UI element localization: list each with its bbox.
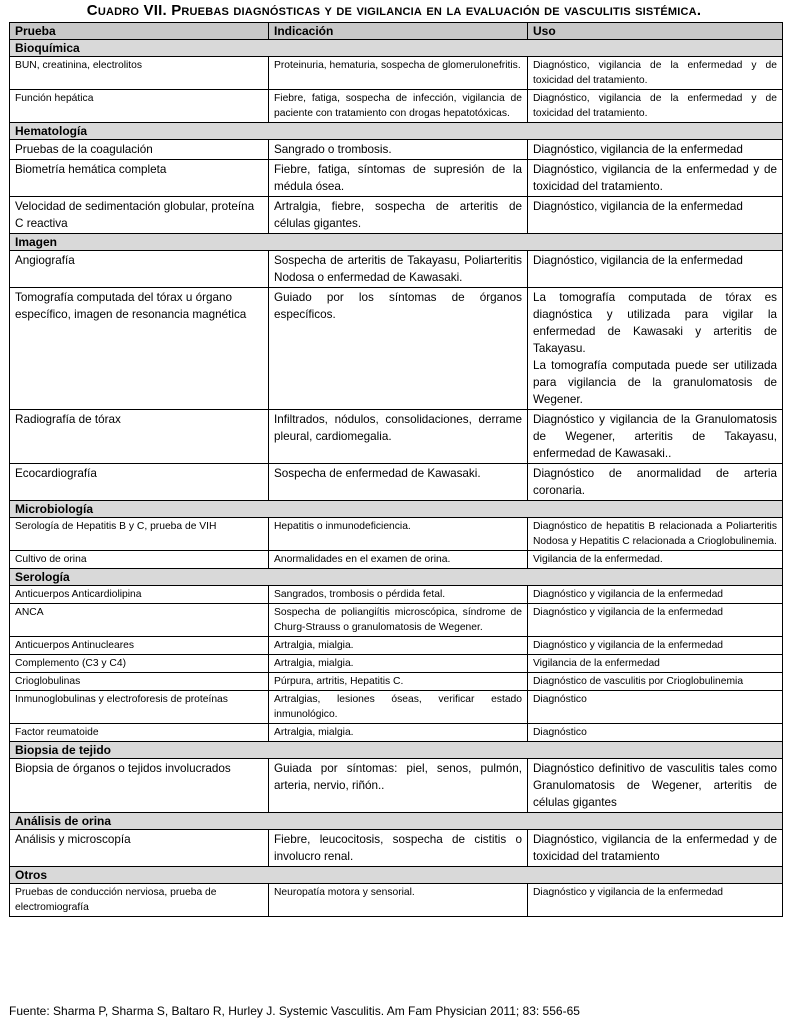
use-cell: Diagnóstico y vigilancia de la enfermedad <box>528 884 783 917</box>
diagnostic-tests-table <box>9 22 783 917</box>
section-row <box>10 234 783 251</box>
section-row <box>10 40 783 57</box>
table-row <box>10 604 783 637</box>
table-row <box>10 691 783 724</box>
indication-cell: Anormalidades en el examen de orina. <box>269 551 528 569</box>
test-cell: Pruebas de la coagulación <box>10 140 269 160</box>
section-heading: Microbiología <box>10 501 783 518</box>
use-cell: La tomografía computada de tórax es diagnóstica y utilizada para vigilar la enfermedad de Kawasaki y arteritis de Takayasu. La tomografía computada puede ser utilizada para vigilancia de la granulomatosis de Wegener. <box>528 288 783 410</box>
indication-cell: Fiebre, fatiga, sospecha de infección, vigilancia de paciente con tratamiento con drogas hepatotóxicas. <box>269 90 528 123</box>
table-row <box>10 57 783 90</box>
section-heading: Hematología <box>10 123 783 140</box>
test-cell: Anticuerpos Anticardiolipina <box>10 586 269 604</box>
use-cell: Diagnóstico y vigilancia de la Granulomatosis de Wegener, arteritis de Takayasu, enfermedad de Kawasaki.. <box>528 410 783 464</box>
table-row <box>10 673 783 691</box>
use-cell: Diagnóstico <box>528 724 783 742</box>
indication-cell: Sospecha de poliangiítis microscópica, síndrome de Churg-Strauss o granulomatosis de Wegener. <box>269 604 528 637</box>
table-row <box>10 140 783 160</box>
test-cell: Inmunoglobulinas y electroforesis de proteínas <box>10 691 269 724</box>
test-cell: Complemento (C3 y C4) <box>10 655 269 673</box>
table-row <box>10 884 783 917</box>
use-cell: Diagnóstico y vigilancia de la enfermedad <box>528 586 783 604</box>
table-row <box>10 90 783 123</box>
use-cell: Vigilancia de la enfermedad <box>528 655 783 673</box>
table-row <box>10 251 783 288</box>
section-heading: Bioquímica <box>10 40 783 57</box>
test-cell: Función hepática <box>10 90 269 123</box>
table-row <box>10 724 783 742</box>
test-cell: Serología de Hepatitis B y C, prueba de VIH <box>10 518 269 551</box>
indication-cell: Artralgia, fiebre, sospecha de arteritis de células gigantes. <box>269 197 528 234</box>
use-cell: Diagnóstico, vigilancia de la enfermedad <box>528 197 783 234</box>
test-cell: Velocidad de sedimentación globular, proteína C reactiva <box>10 197 269 234</box>
use-cell: Vigilancia de la enfermedad. <box>528 551 783 569</box>
use-cell: Diagnóstico, vigilancia de la enfermedad <box>528 251 783 288</box>
table-row <box>10 759 783 813</box>
use-cell: Diagnóstico definitivo de vasculitis tales como Granulomatosis de Wegener, arteritis de células gigantes <box>528 759 783 813</box>
table-row <box>10 410 783 464</box>
table-row <box>10 288 783 410</box>
indication-cell: Sospecha de enfermedad de Kawasaki. <box>269 464 528 501</box>
indication-cell: Hepatitis o inmunodeficiencia. <box>269 518 528 551</box>
test-cell: Factor reumatoide <box>10 724 269 742</box>
test-cell: Tomografía computada del tórax u órgano específico, imagen de resonancia magnética <box>10 288 269 410</box>
test-cell: Biometría hemática completa <box>10 160 269 197</box>
indication-cell: Guiada por síntomas: piel, senos, pulmón, arteria, nervio, riñón.. <box>269 759 528 813</box>
section-row <box>10 742 783 759</box>
test-cell: ANCA <box>10 604 269 637</box>
table-row <box>10 830 783 867</box>
section-heading: Análisis de orina <box>10 813 783 830</box>
column-header-test: Prueba <box>10 23 269 40</box>
test-cell: Biopsia de órganos o tejidos involucrados <box>10 759 269 813</box>
indication-cell: Infiltrados, nódulos, consolidaciones, derrame pleural, cardiomegalia. <box>269 410 528 464</box>
indication-cell: Sospecha de arteritis de Takayasu, Poliarteritis Nodosa o enfermedad de Kawasaki. <box>269 251 528 288</box>
indication-cell: Proteinuria, hematuria, sospecha de glomerulonefritis. <box>269 57 528 90</box>
column-header-use: Uso <box>528 23 783 40</box>
indication-cell: Neuropatía motora y sensorial. <box>269 884 528 917</box>
test-cell: Pruebas de conducción nerviosa, prueba de electromiografía <box>10 884 269 917</box>
test-cell: BUN, creatinina, electrolitos <box>10 57 269 90</box>
source-citation: Fuente: Sharma P, Sharma S, Baltaro R, Hurley J. Systemic Vasculitis. Am Fam Physician 2011; 83: 556-65 <box>9 1004 580 1018</box>
section-row <box>10 501 783 518</box>
table-row <box>10 518 783 551</box>
table-row <box>10 551 783 569</box>
section-row <box>10 569 783 586</box>
table-row <box>10 655 783 673</box>
use-cell: Diagnóstico y vigilancia de la enfermedad <box>528 604 783 637</box>
indication-cell: Sangrado o trombosis. <box>269 140 528 160</box>
indication-cell: Púrpura, artritis, Hepatitis C. <box>269 673 528 691</box>
table-row <box>10 464 783 501</box>
indication-cell: Fiebre, fatiga, síntomas de supresión de la médula ósea. <box>269 160 528 197</box>
use-cell: Diagnóstico, vigilancia de la enfermedad y de toxicidad del tratamiento <box>528 830 783 867</box>
use-cell: Diagnóstico, vigilancia de la enfermedad y de toxicidad del tratamiento. <box>528 57 783 90</box>
use-cell: Diagnóstico y vigilancia de la enfermedad <box>528 637 783 655</box>
use-cell: Diagnóstico, vigilancia de la enfermedad y de toxicidad del tratamiento. <box>528 160 783 197</box>
table-row <box>10 637 783 655</box>
section-heading: Imagen <box>10 234 783 251</box>
test-cell: Cultivo de orina <box>10 551 269 569</box>
use-cell: Diagnóstico de anormalidad de arteria coronaria. <box>528 464 783 501</box>
indication-cell: Artralgia, mialgia. <box>269 637 528 655</box>
table-row <box>10 197 783 234</box>
indication-cell: Guiado por los síntomas de órganos específicos. <box>269 288 528 410</box>
test-cell: Crioglobulinas <box>10 673 269 691</box>
column-header-indication: Indicación <box>269 23 528 40</box>
indication-cell: Fiebre, leucocitosis, sospecha de cistitis o involucro renal. <box>269 830 528 867</box>
section-heading: Otros <box>10 867 783 884</box>
section-heading: Serología <box>10 569 783 586</box>
indication-cell: Artralgia, mialgia. <box>269 655 528 673</box>
table-row <box>10 160 783 197</box>
table-row <box>10 586 783 604</box>
indication-cell: Sangrados, trombosis o pérdida fetal. <box>269 586 528 604</box>
section-heading: Biopsia de tejido <box>10 742 783 759</box>
table-title: Cuadro VII. Pruebas diagnósticas y de vigilancia en la evaluación de vasculitis sistémica. <box>86 2 702 19</box>
use-cell: Diagnóstico de vasculitis por Crioglobulinemia <box>528 673 783 691</box>
test-cell: Radiografía de tórax <box>10 410 269 464</box>
header-row <box>10 23 783 40</box>
section-row <box>10 867 783 884</box>
test-cell: Análisis y microscopía <box>10 830 269 867</box>
test-cell: Anticuerpos Antinucleares <box>10 637 269 655</box>
section-row <box>10 813 783 830</box>
section-row <box>10 123 783 140</box>
test-cell: Angiografía <box>10 251 269 288</box>
indication-cell: Artralgia, mialgia. <box>269 724 528 742</box>
table-body <box>10 40 783 917</box>
test-cell: Ecocardiografía <box>10 464 269 501</box>
indication-cell: Artralgias, lesiones óseas, verificar estado inmunológico. <box>269 691 528 724</box>
use-cell: Diagnóstico <box>528 691 783 724</box>
use-cell: Diagnóstico de hepatitis B relacionada a Poliarteritis Nodosa y Hepatitis C relacionada a Crioglobulinemia. <box>528 518 783 551</box>
use-cell: Diagnóstico, vigilancia de la enfermedad y de toxicidad del tratamiento. <box>528 90 783 123</box>
use-cell: Diagnóstico, vigilancia de la enfermedad <box>528 140 783 160</box>
